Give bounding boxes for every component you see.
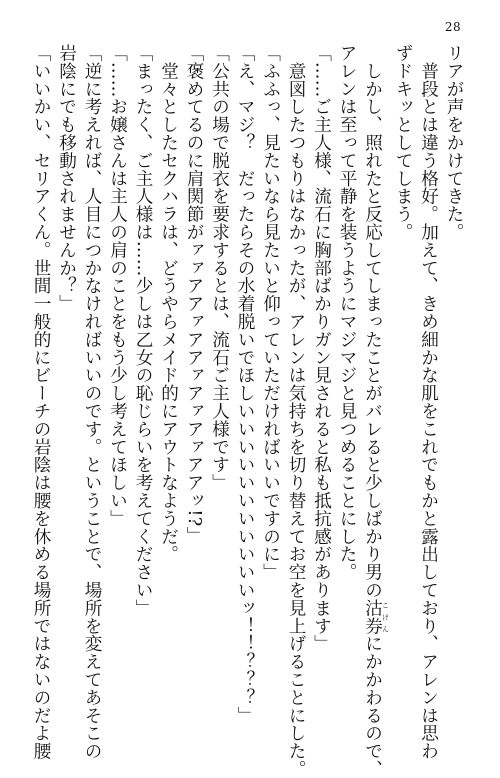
ruby-base: 沽券 [362, 598, 383, 635]
text-line-content: 「……お嬢さんは主人の肩のことをもう少し考えてほしい」 [107, 44, 128, 528]
text-line-content: 「褒めてるのに肩関節がァァアアァアアァアァアァアアッ!?」 [184, 44, 204, 545]
text-line [130, 44, 156, 684]
text-line-content: 「いいかい、セリアくん。世間一般的にビーチの岩陰は腰を休める場所ではないのだよ腰 [31, 44, 51, 760]
text-line [334, 44, 360, 684]
text-line-content: 堂々としたセクハラは、どうやらメイド的にアウトなようだ。 [158, 44, 179, 564]
text-line-content: リアが声をかけてきた。 [444, 44, 464, 241]
text-line-continuation: にかかわるので、 [362, 634, 383, 778]
novel-body-text [31, 44, 466, 778]
text-line [181, 44, 207, 684]
text-line [53, 44, 79, 684]
text-line-content: 「逆に考えれば、人目につかなければいいのです。ということで、場所を変えてあそこの [82, 44, 102, 760]
text-line [155, 44, 181, 684]
text-line [359, 44, 390, 778]
text-line-content: ずドキッとしてしまう。 [393, 44, 413, 241]
text-line [257, 44, 283, 684]
text-line-content: 「まったく、ご主人様は……少しは乙女の恥じらいを考えてください」 [133, 44, 153, 617]
text-line-content: 「ふふっ、見たいなら見たいと仰っていただければいいですのに」 [260, 44, 281, 581]
text-line-content: アレンは至って平静を装うようにマジマジと見つめることにした。 [337, 44, 357, 581]
text-line-content: 「公共の場で脱衣を要求するとは、流石ご主人様です」 [209, 44, 230, 492]
text-line-content: しかし、照れたと反応してしまったことがバレると少しばかり男の [362, 44, 383, 599]
text-line [283, 44, 309, 778]
text-line [104, 44, 130, 684]
text-line [390, 44, 416, 684]
text-line [79, 44, 105, 760]
text-line-content: 「え、マジ？ だったらその水着脱いでほしいいいいいいいいいいいッ！！？？？」 [235, 44, 255, 725]
text-line-content: 普段とは違う格好。加えて、きめ細かな肌をこれでもかと露出しており、アレンは思わ [418, 44, 439, 760]
ruby-reading: こけん [381, 598, 390, 635]
text-line-content: 「……ご主人様、流石に胸部ばかりガン見されると私も抵抗感があります」 [311, 44, 332, 653]
text-line [28, 44, 54, 760]
text-line-content: 意図したつもりはなかったが、アレンは気持ちを切り替えてお空を見上げることにした。 [286, 44, 306, 778]
text-line [415, 44, 441, 760]
text-line [441, 44, 467, 684]
text-line-content: 岩陰にでも移動されませんか？」 [56, 44, 77, 313]
page-number: 28 [444, 20, 462, 34]
text-line [206, 44, 232, 684]
ruby-annotation [362, 598, 390, 635]
text-line [232, 44, 258, 725]
text-line [308, 44, 334, 684]
